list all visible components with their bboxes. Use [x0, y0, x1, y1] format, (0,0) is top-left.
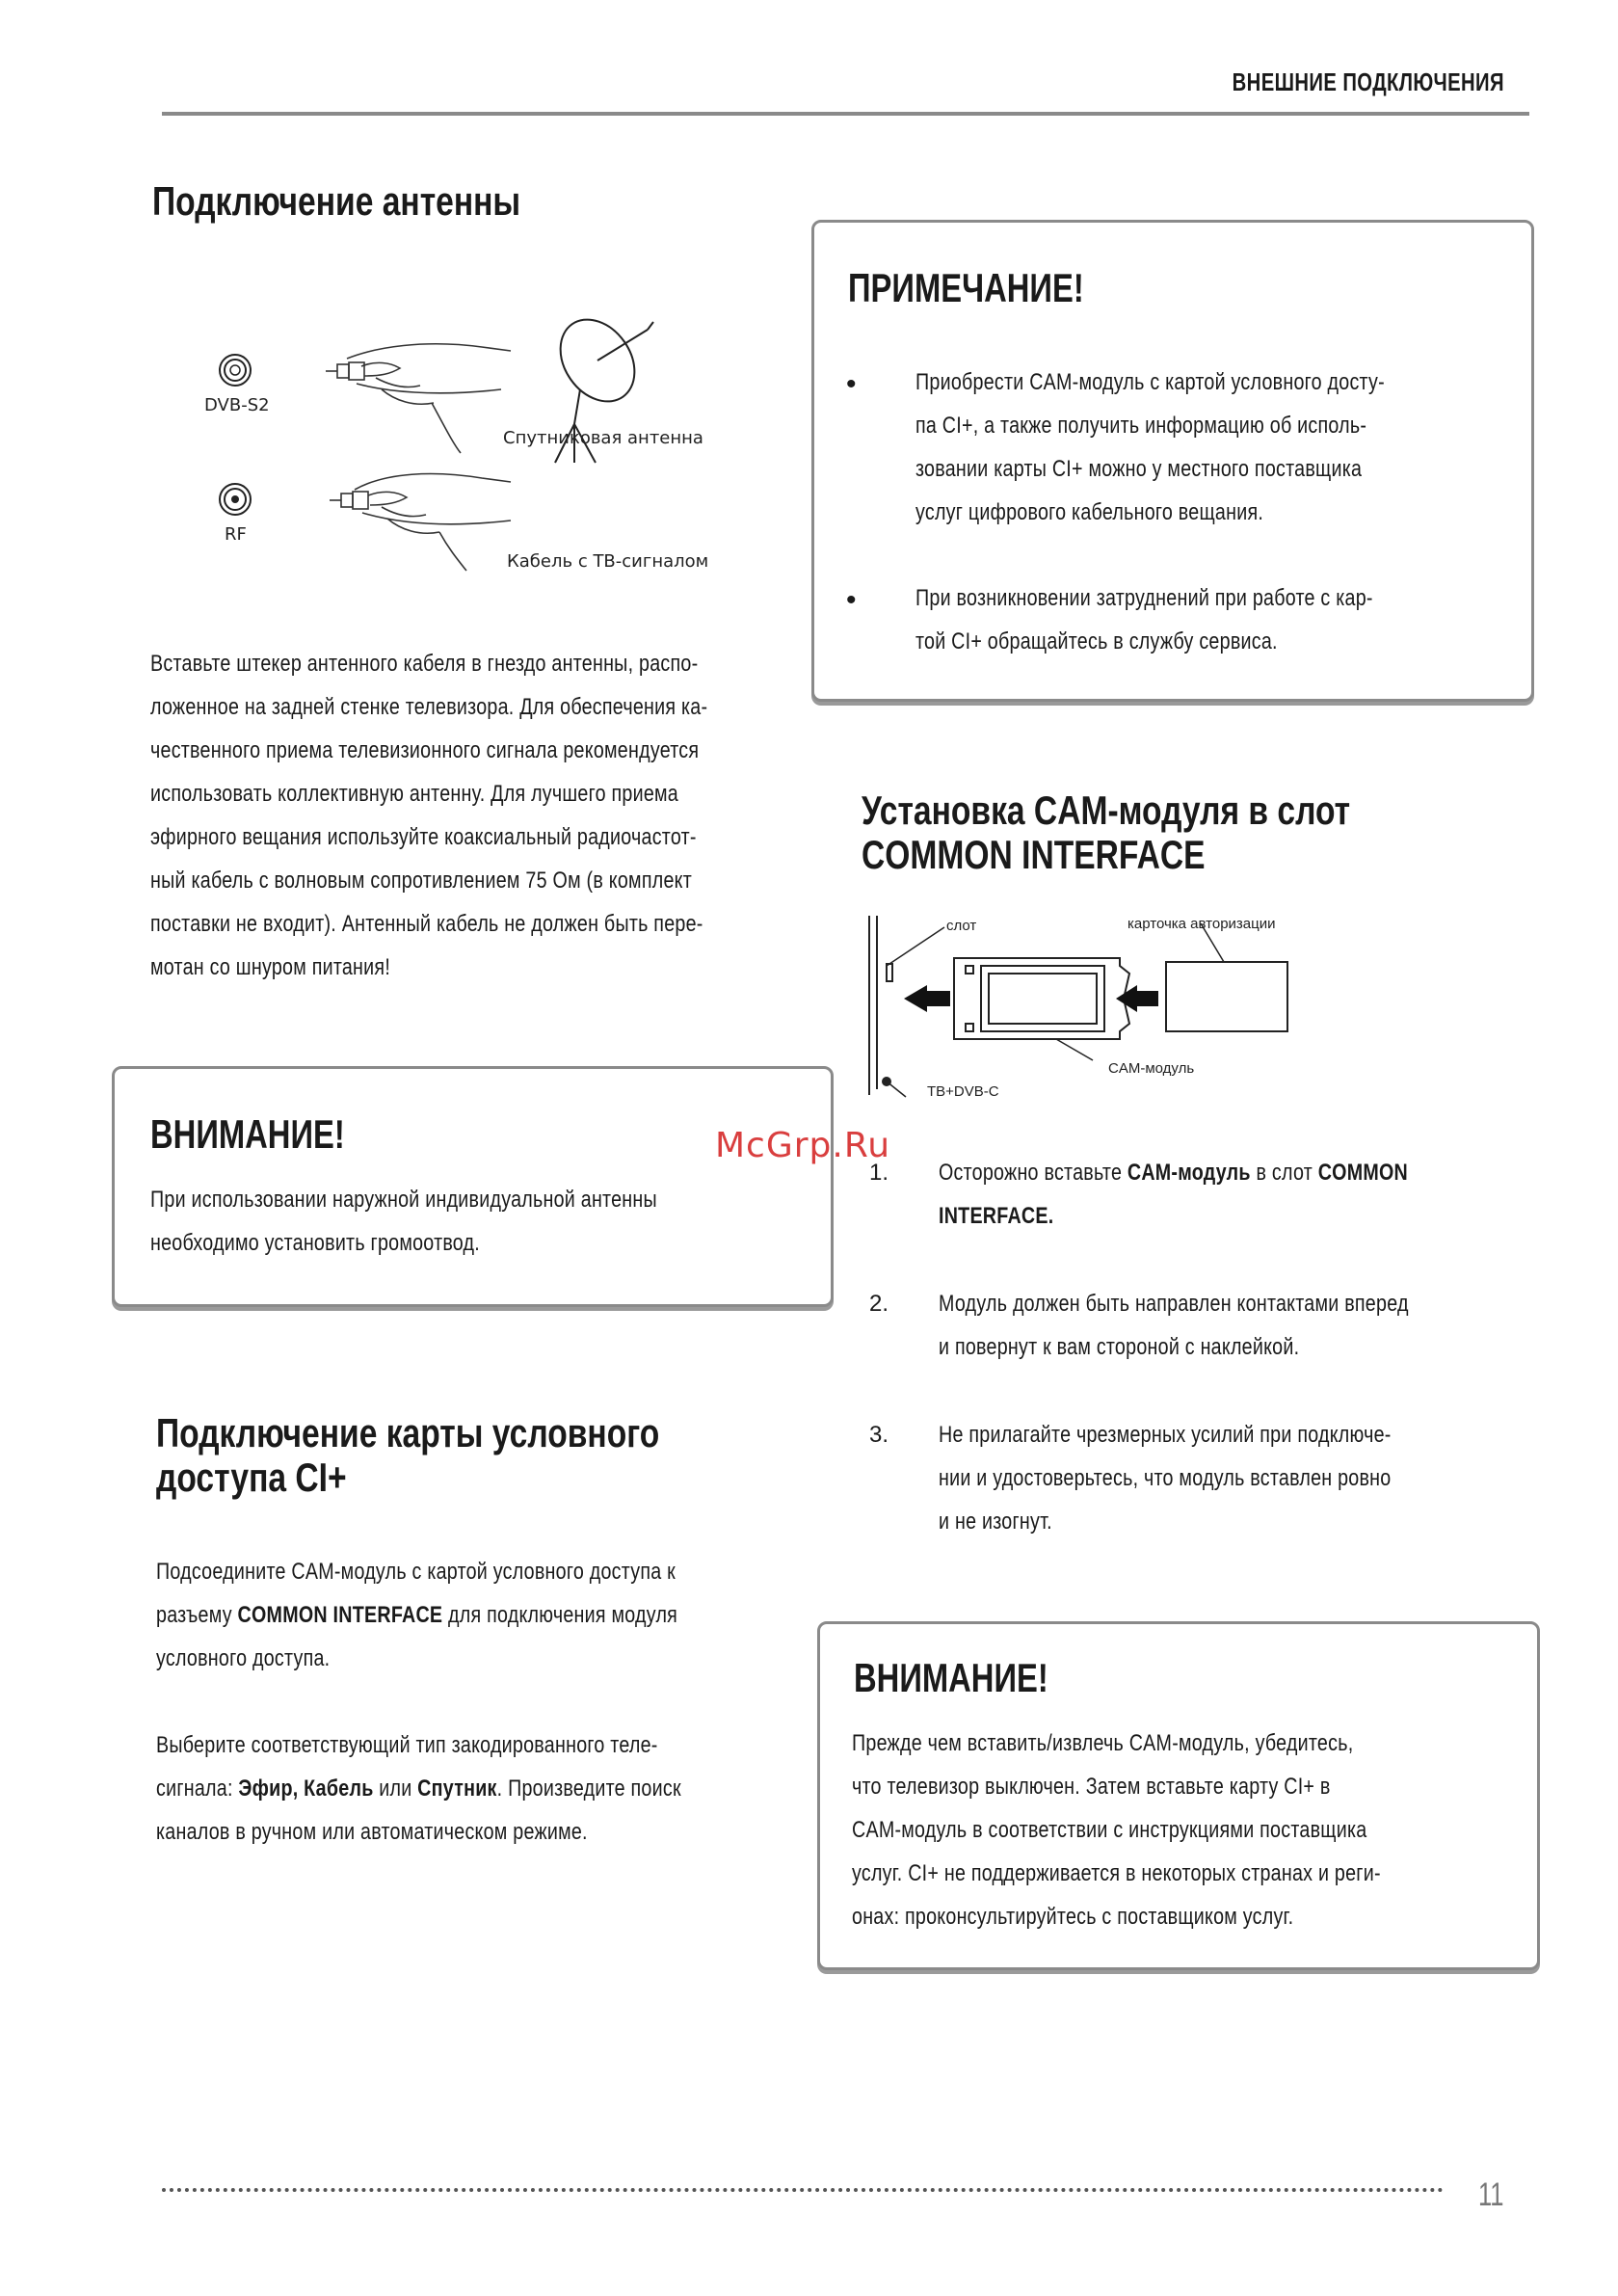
satellite-antenna-label: Спутниковая антенна: [503, 428, 703, 448]
cam-module-diagram: [858, 906, 1311, 1099]
step-1-text: [939, 1151, 1511, 1238]
text-line: услуг цифрового кабельного вещания.: [915, 499, 1264, 525]
slot-label: слот: [946, 918, 977, 934]
step-2-text: [939, 1282, 1512, 1369]
heading-line: COMMON INTERFACE: [862, 832, 1206, 877]
heading-line: Подключение карты условного: [156, 1410, 660, 1455]
text-line: зовании карты CI+ можно у местного поставщика: [915, 456, 1363, 482]
hand-connector-icon: [330, 474, 511, 571]
text-line: При использовании наружной индивидуальной антенны: [150, 1187, 657, 1213]
text-line: той CI+ обращайтесь в службу сервиса.: [915, 628, 1278, 654]
page-number: 11: [1478, 2176, 1504, 2213]
step-number: 3.: [869, 1422, 889, 1448]
header-divider: [162, 112, 1529, 116]
text-line: поставки не входит). Антенный кабель не должен быть пере-: [150, 911, 703, 937]
text-line: и не изогнут.: [939, 1508, 1052, 1535]
text-line: ложенное на задней стенке телевизора. Для обеспечения ка-: [150, 694, 708, 720]
text-line: па CI+, а также получить информацию об исполь-: [915, 413, 1367, 439]
text-line: услуг. CI+ не поддерживается в некоторых странах и реги-: [852, 1860, 1381, 1886]
text-line: Вставьте штекер антенного кабеля в гнездо антенны, распо-: [150, 651, 699, 677]
text-line: каналов в ручном или автоматическом режиме.: [156, 1819, 588, 1845]
heading-line: Установка CAM-модуля в слот: [862, 788, 1351, 833]
cam-module-term: CAM-модуль: [1127, 1160, 1251, 1186]
text-line: онах: проконсультируйтесь с поставщиком услуг.: [852, 1904, 1294, 1930]
step-number: 1.: [869, 1160, 889, 1186]
cam-module-label: CAM-модуль: [1108, 1060, 1195, 1077]
text-line: При возникновении затруднений при работе с кар-: [915, 585, 1373, 611]
common-term: COMMON: [1317, 1160, 1409, 1186]
text-line: использовать коллективную антенну. Для лучшего приема: [150, 781, 679, 807]
text-line: чественного приема телевизионного сигнала рекомендуется: [150, 737, 700, 763]
insert-arrow-icon: [904, 985, 950, 1012]
note-bullet-1: [915, 360, 1488, 534]
text-line: Подсоедините CAM-модуль с картой условного доступа к: [156, 1559, 676, 1585]
step-3-text: [939, 1413, 1491, 1543]
text-line: мотан со шнуром питания!: [150, 954, 391, 980]
footer-dotted-rule: [162, 2188, 1444, 2192]
text-line: [939, 1194, 1408, 1238]
tv-dvb-c-label: ТВ+DVB-C: [927, 1083, 999, 1100]
dvb-s2-label: DVB-S2: [204, 395, 270, 415]
rf-label: RF: [225, 524, 247, 545]
text-line: условного доступа.: [156, 1645, 331, 1671]
tv-panel-icon: [869, 916, 892, 1095]
text-line: Осторожно вставьте CAM-модуль в слот COMMON: [939, 1160, 1409, 1186]
auth-card-icon: [1166, 962, 1287, 1031]
note-bullet-2: [915, 576, 1473, 663]
text-line: Прежде чем вставить/извлечь CAM-модуль, убедитесь,: [852, 1730, 1354, 1756]
section-header-title: ВНЕШНИЕ ПОДКЛЮЧЕНИЯ: [1232, 67, 1504, 96]
ci-heading: [156, 1411, 659, 1500]
rf-socket-icon: [220, 484, 251, 515]
bullet-icon: •: [846, 368, 857, 400]
antenna-paragraph: [150, 642, 830, 989]
satellite-term: Спутник: [417, 1775, 497, 1802]
heading-line: доступа CI+: [156, 1455, 347, 1500]
dvb-s2-socket-icon: [220, 355, 251, 386]
text-line: сигнала: Эфир, Кабель или Спутник. Произведите поиск: [156, 1775, 681, 1802]
text-line: эфирного вещания используйте коаксиальный радиочастот-: [150, 824, 697, 850]
antenna-warning-text: [150, 1178, 768, 1265]
antenna-warning-title: ВНИМАНИЕ!: [150, 1111, 345, 1157]
auth-card-label: карточка авторизации: [1127, 916, 1276, 932]
watermark-text: McGrp.Ru: [715, 1126, 891, 1165]
cam-warning-title: ВНИМАНИЕ!: [854, 1655, 1048, 1700]
cable-signal-label: Кабель с ТВ-сигналом: [507, 551, 709, 572]
interface-term: INTERFACE.: [939, 1203, 1054, 1229]
step-number: 2.: [869, 1291, 889, 1317]
cam-warning-text: [852, 1722, 1497, 1938]
cam-module-icon: [954, 958, 1129, 1039]
insert-arrow-icon: [1116, 985, 1158, 1012]
text-line: CAM-модуль в соответствии с инструкциями поставщика: [852, 1817, 1367, 1843]
text-line: разъему COMMON INTERFACE для подключения модуля: [156, 1602, 678, 1628]
text-line: ный кабель с волновым сопротивлением 75 Ом (в комплект: [150, 868, 692, 894]
antenna-heading: Подключение антенны: [152, 178, 521, 224]
text-line: нии и удостоверьтесь, что модуль вставлен ровно: [939, 1465, 1392, 1491]
text-line: необходимо установить громоотвод.: [150, 1230, 481, 1256]
text-line: и повернут к вам стороной с наклейкой.: [939, 1334, 1300, 1360]
signal-types-term: Эфир, Кабель: [238, 1775, 374, 1802]
text-line: Не прилагайте чрезмерных усилий при подключе-: [939, 1422, 1392, 1448]
ci-paragraph-1: [156, 1550, 792, 1680]
text-line: Выберите соответствующий тип закодированного теле-: [156, 1732, 658, 1758]
bullet-icon: •: [846, 584, 857, 616]
text-line: что телевизор выключен. Затем вставьте карту CI+ в: [852, 1774, 1331, 1800]
text-line: Модуль должен быть направлен контактами вперед: [939, 1291, 1409, 1317]
text-line: Приобрести CAM-модуль с картой условного досту-: [915, 369, 1385, 395]
hand-connector-icon: [326, 344, 511, 453]
note-title: ПРИМЕЧАНИЕ!: [848, 265, 1084, 310]
cam-install-heading: [862, 788, 1350, 877]
ci-paragraph-2: [156, 1723, 796, 1854]
common-interface-term: COMMON INTERFACE: [237, 1602, 443, 1628]
